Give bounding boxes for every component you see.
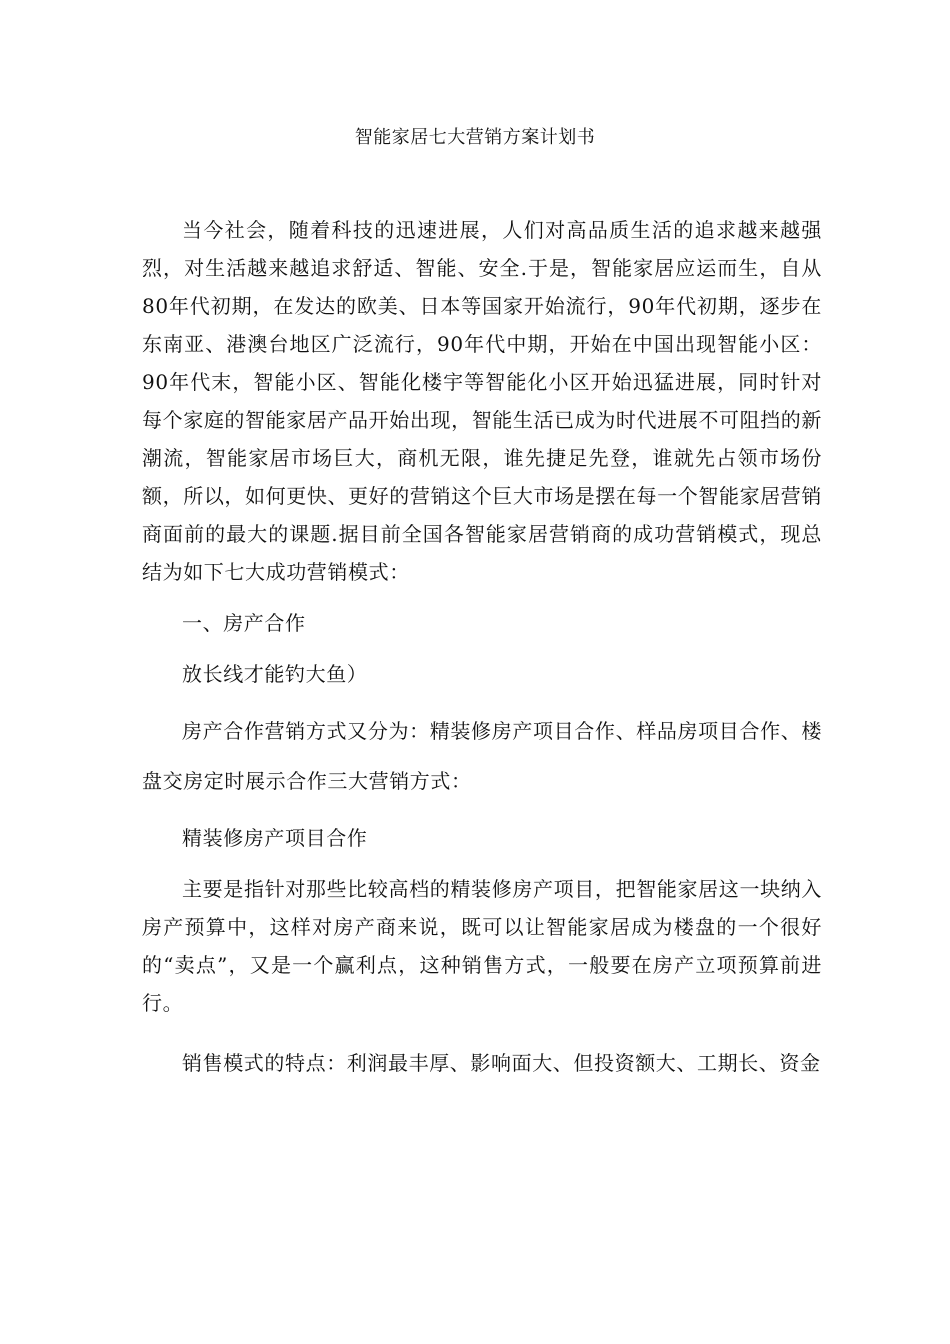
- document-title: 智能家居七大营销方案计划书: [354, 127, 596, 148]
- sales-model-features-paragraph: 销售模式的特点：利润最丰厚、影响面大、但投资额大、工期长、资金: [182, 1051, 821, 1075]
- document-body: [142, 211, 822, 1082]
- subheading-fine-decoration: 精装修房产项目合作: [182, 826, 368, 850]
- section-subtitle: 放长线才能钓大鱼）: [182, 662, 368, 686]
- fine-decoration-paragraph: 主要是指针对那些比较高档的精装修房产项目，把智能家居这一块纳入房产预算中，这样对房产商来说，既可以让智能家居成为楼盘的一个很好的“卖点”，又是一个赢利点，这种销售方式，一般要在房产立项预算前进行。: [142, 877, 822, 1015]
- section-heading-real-estate: 一、房产合作: [182, 611, 306, 635]
- intro-paragraph: 当今社会，随着科技的迅速进展，人们对高品质生活的追求越来越强烈，对生活越来越追求舒适、智能、安全.于是，智能家居应运而生，自从80年代初期，在发达的欧美、日本等国家开始流行，90年代初期，逐步在东南亚、港澳台地区广泛流行，90年代中期，开始在中国出现智能小区：90年代末，智能小区、智能化楼宇等智能化小区开始迅猛进展，同时针对每个家庭的智能家居产品开始出现，智能生活已成为时代进展不可阻挡的新潮流，智能家居市场巨大，商机无限，谁先捷足先登，谁就先占领市场份额，所以，如何更快、更好的营销这个巨大市场是摆在每一个智能家居营销商面前的最大的课题.据目前全国各智能家居营销商的成功营销模式，现总结为如下七大成功营销模式：: [142, 218, 822, 584]
- real-estate-cooperation-paragraph: 房产合作营销方式又分为：精装修房产项目合作、样品房项目合作、楼盘交房定时展示合作三大营销方式：: [142, 719, 822, 793]
